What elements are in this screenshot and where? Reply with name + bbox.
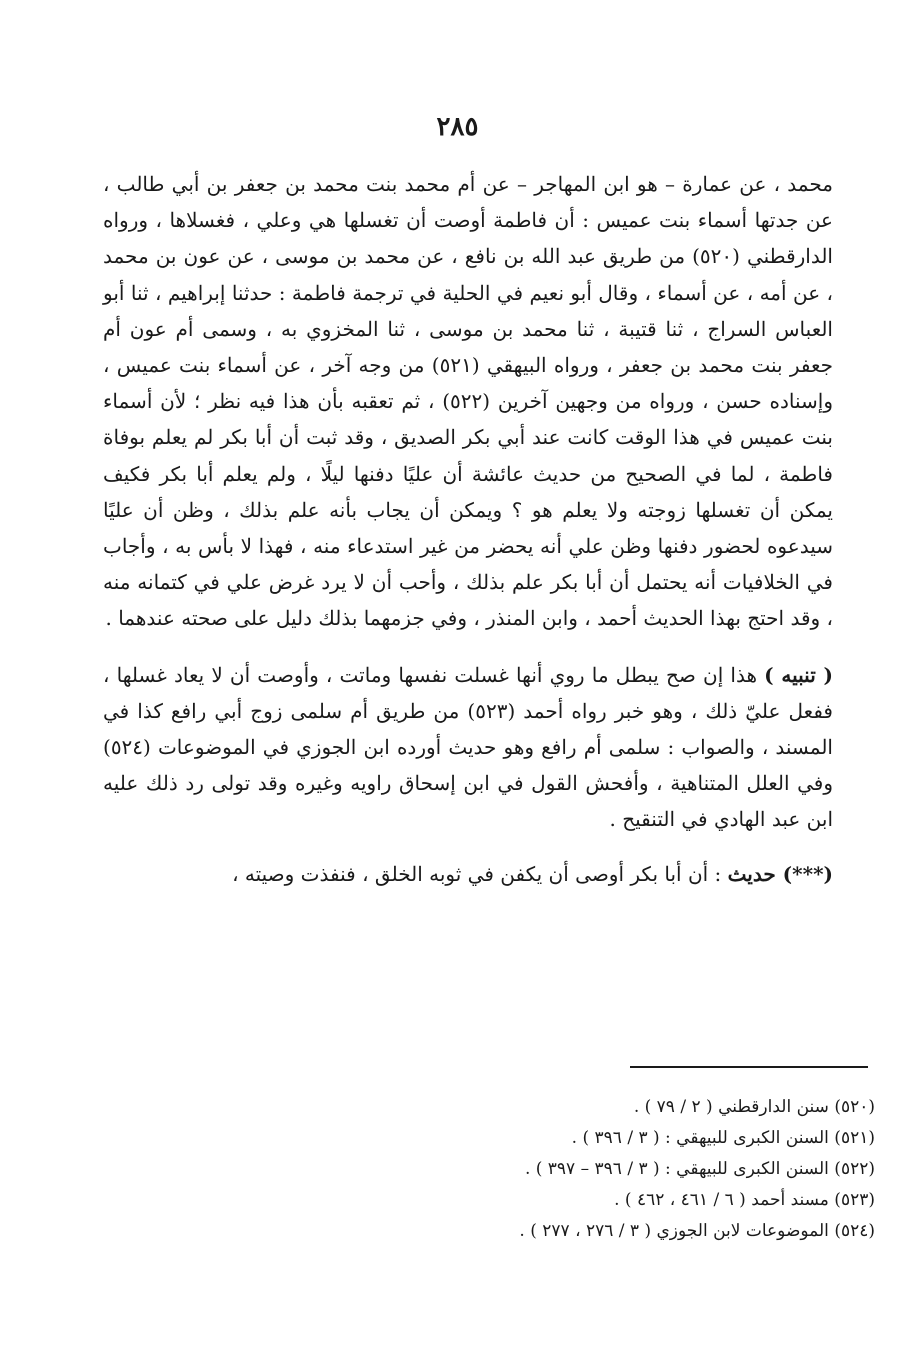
hadith-text: : أن أبا بكر أوصى أن يكفن في ثوبه الخلق ، فنفذت وصيته ، xyxy=(232,861,722,886)
footnotes xyxy=(255,1092,875,1247)
footnote-item: (٥٢٣) مسند أحمد ( ٦ / ٤٦١ ، ٤٦٢ ) . xyxy=(614,1190,875,1210)
page-number: ٢٨٥ xyxy=(436,112,479,142)
hadith-paragraph xyxy=(103,856,833,892)
hadith-label: (***) حديث xyxy=(727,861,833,886)
footnote-item: (٥٢٤) الموضوعات لابن الجوزي ( ٣ / ٢٧٦ ، ٢٧٧ ) . xyxy=(519,1221,875,1241)
footnote-item: (٥٢١) السنن الكبرى للبيهقي : ( ٣ / ٣٩٦ ) . xyxy=(571,1128,875,1148)
body-text xyxy=(103,166,833,892)
footnote-item: (٥٢٢) السنن الكبرى للبيهقي : ( ٣ / ٣٩٦ – ٣٩٧ ) . xyxy=(524,1159,875,1179)
note-text: هذا إن صح يبطل ما روي أنها غسلت نفسها وماتت ، وأوصت أن لا يعاد غسلها ، ففعل عليّ ذلك ، وهو خبر رواه أحمد (٥٢٣) من طريق أم سلمى زوج أبي رافع كذا في المسند ، والصواب : سلمى أم رافع وهو حديث أورده ابن الجوزي في الموضوعات (٥٢٤) وفي العلل المتناهية ، وأفحش القول في ابن إسحاق راويه وغيره وقد تولى رد ذلك عليه ابن عبد الهادي في التنقيح . xyxy=(103,662,833,832)
note-label: ( تنبيه ) xyxy=(764,662,833,687)
footnote-separator xyxy=(630,1066,868,1068)
footnote-item: (٥٢٠) سنن الدارقطني ( ٢ / ٧٩ ) . xyxy=(633,1097,875,1117)
note-paragraph xyxy=(103,657,833,838)
main-paragraph: محمد ، عن عمارة – هو ابن المهاجر – عن أم محمد بنت محمد بن جعفر بن أبي طالب ، عن جدتها أسماء بنت عميس : أن فاطمة أوصت أن تغسلها هي وعلي ، فغسلاها ، ورواه الدارقطني (٥٢٠) من طريق عبد الله بن نافع ، عن محمد بن موسى ، عن عون بن محمد ، عن أمه ، عن أسماء ، وقال أبو نعيم في الحلية في ترجمة فاطمة : حدثنا إبراهيم ، ثنا أبو العباس السراج ، ثنا قتيبة ، ثنا محمد بن موسى ، ثنا المخزوي به ، وسمى أم عون أم جعفر بنت محمد بن جعفر ، ورواه البيهقي (٥٢١) من وجه آخر ، عن أسماء بنت عميس ، وإسناده حسن ، ورواه من وجهين آخرين (٥٢٢) ، ثم تعقبه بأن هذا فيه نظر ؛ لأن أسماء بنت عميس في هذا الوقت كانت عند أبي بكر الصديق ، وقد ثبت أن أبا بكر لم يعلم بوفاة فاطمة ، لما في الصحيح من حديث عائشة أن عليًا دفنها ليلًا ، ولم يعلم أبا بكر فكيف يمكن أن تغسلها زوجته ولا يعلم هو ؟ ويمكن أن يجاب بأنه علم بذلك ، وظن أن عليًا سيدعوه لحضور دفنها وظن علي أنه يحضر من غير استدعاء منه ، فهذا لا بأس به ، وأجاب في الخلافيات أنه يحتمل أن أبا بكر علم بذلك ، وأحب أن لا يرد غرض علي في كتمانه منه ، وقد احتج بهذا الحديث أحمد ، وابن المنذر ، وفي جزمهما بذلك دليل على صحته عندهما . xyxy=(103,172,833,631)
